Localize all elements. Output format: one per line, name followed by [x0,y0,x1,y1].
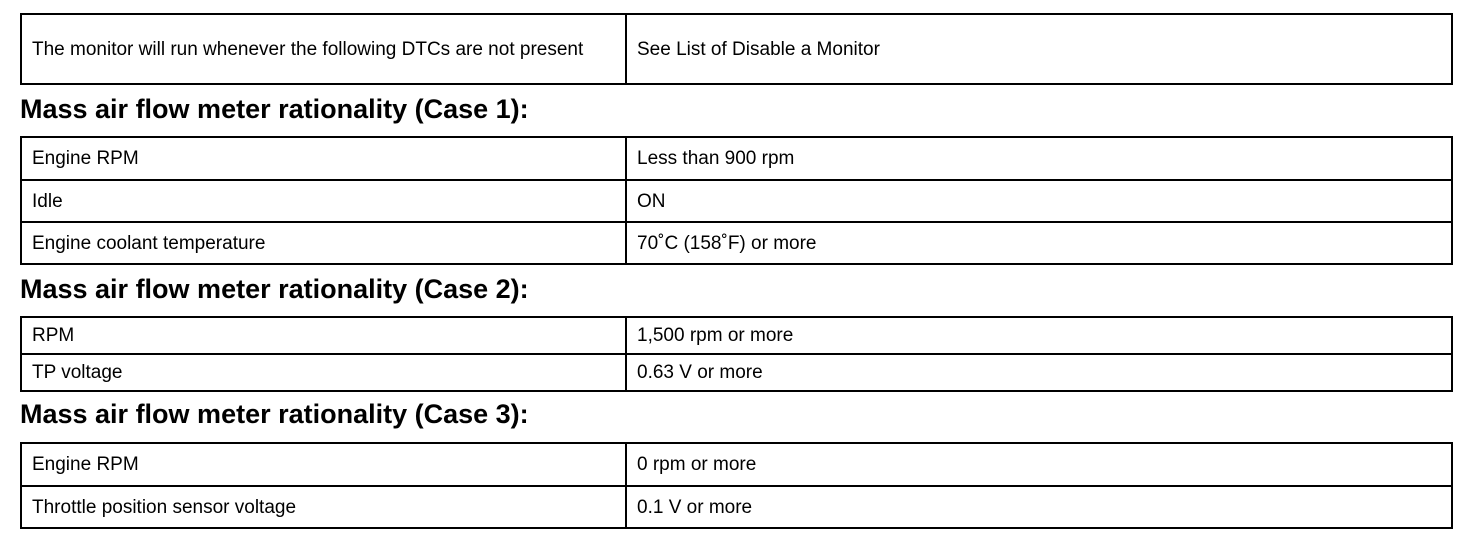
condition-cell: Idle [21,180,626,222]
table-row [21,222,1452,264]
case-1-table [20,136,1451,265]
value-cell: 0.1 V or more [626,486,1452,528]
value-cell: 0 rpm or more [626,443,1452,486]
monitor-run-table [20,13,1451,85]
condition-cell: TP voltage [21,354,626,391]
table-row [21,443,1452,486]
value-cell: ON [626,180,1452,222]
section-heading-case-3: Mass air flow meter rationality (Case 3): [20,399,529,429]
table-row [21,137,1452,180]
value-cell: 1,500 rpm or more [626,317,1452,354]
condition-cell: RPM [21,317,626,354]
table-row [21,14,1452,84]
table-row [21,180,1452,222]
value-cell: 0.63 V or more [626,354,1452,391]
value-cell: 70˚C (158˚F) or more [626,222,1452,264]
table-row [21,486,1452,528]
section-heading-case-1: Mass air flow meter rationality (Case 1): [20,94,529,124]
condition-cell: Throttle position sensor voltage [21,486,626,528]
condition-cell: Engine coolant temperature [21,222,626,264]
condition-cell: Engine RPM [21,137,626,180]
value-cell: See List of Disable a Monitor [626,14,1452,84]
case-3-table [20,442,1451,529]
condition-cell: Engine RPM [21,443,626,486]
value-cell: Less than 900 rpm [626,137,1452,180]
table-row [21,317,1452,354]
condition-cell: The monitor will run whenever the following DTCs are not present [21,14,626,84]
table-row [21,354,1452,391]
case-2-table [20,316,1451,392]
section-heading-case-2: Mass air flow meter rationality (Case 2): [20,274,529,304]
